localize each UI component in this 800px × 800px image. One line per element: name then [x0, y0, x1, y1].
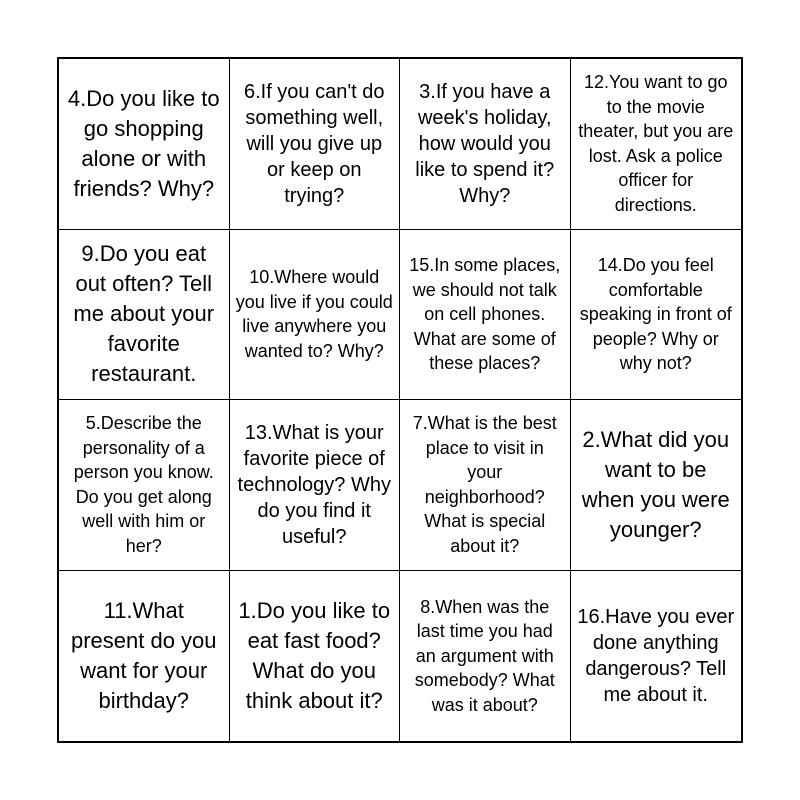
bingo-cell[interactable]	[230, 571, 401, 742]
cell-text: 9.Do you eat out often? Tell me about your favorite restaurant.	[73, 241, 215, 387]
cell-text: 8.When was the last time you had an argument with somebody? What was it about?	[414, 596, 555, 715]
bingo-cell[interactable]	[571, 571, 742, 742]
bingo-cell[interactable]	[571, 59, 742, 230]
cell-text: 5.Describe the personality of a person you know. Do you get along well with him or her?	[73, 413, 214, 556]
bingo-cell[interactable]	[230, 59, 401, 230]
bingo-cell[interactable]	[59, 400, 230, 571]
bingo-cell[interactable]	[230, 230, 401, 401]
cell-text: 7.What is the best place to visit in your neighborhood? What is special about it?	[412, 413, 557, 556]
bingo-cell[interactable]	[59, 59, 230, 230]
bingo-cell[interactable]	[59, 230, 230, 401]
cell-text: 1.Do you like to eat fast food? What do you think about it?	[238, 597, 391, 713]
bingo-cell[interactable]	[571, 230, 742, 401]
cell-text: 16.Have you ever done anything dangerous? Tell me about it.	[577, 605, 735, 706]
bingo-cell[interactable]	[400, 230, 571, 401]
cell-text: 2.What did you want to be when you were younger?	[581, 426, 730, 542]
bingo-cell[interactable]	[230, 400, 401, 571]
cell-text: 4.Do you like to go shopping alone or with friends? Why?	[67, 85, 220, 201]
bingo-board	[57, 57, 743, 743]
bingo-cell[interactable]	[59, 571, 230, 742]
cell-text: 13.What is your favorite piece of technology? Why do you find it useful?	[237, 421, 391, 548]
bingo-cell[interactable]	[400, 400, 571, 571]
cell-text: 15.In some places, we should not talk on cell phones. What are some of these places?	[409, 255, 561, 373]
cell-text: 10.Where would you live if you could live anywhere you wanted to? Why?	[235, 267, 393, 361]
cell-text: 11.What present do you want for your birthday?	[70, 597, 217, 713]
cell-text: 3.If you have a week's holiday, how would you like to spend it? Why?	[415, 80, 555, 207]
cell-text: 14.Do you feel comfortable speaking in front of people? Why or why not?	[579, 255, 732, 373]
bingo-cell[interactable]	[400, 59, 571, 230]
cell-text: 6.If you can't do something well, will you give up or keep on trying?	[243, 80, 385, 207]
bingo-cell[interactable]	[400, 571, 571, 742]
bingo-cell[interactable]	[571, 400, 742, 571]
cell-text: 12.You want to go to the movie theater, but you are lost. Ask a police officer for directions.	[578, 72, 734, 215]
